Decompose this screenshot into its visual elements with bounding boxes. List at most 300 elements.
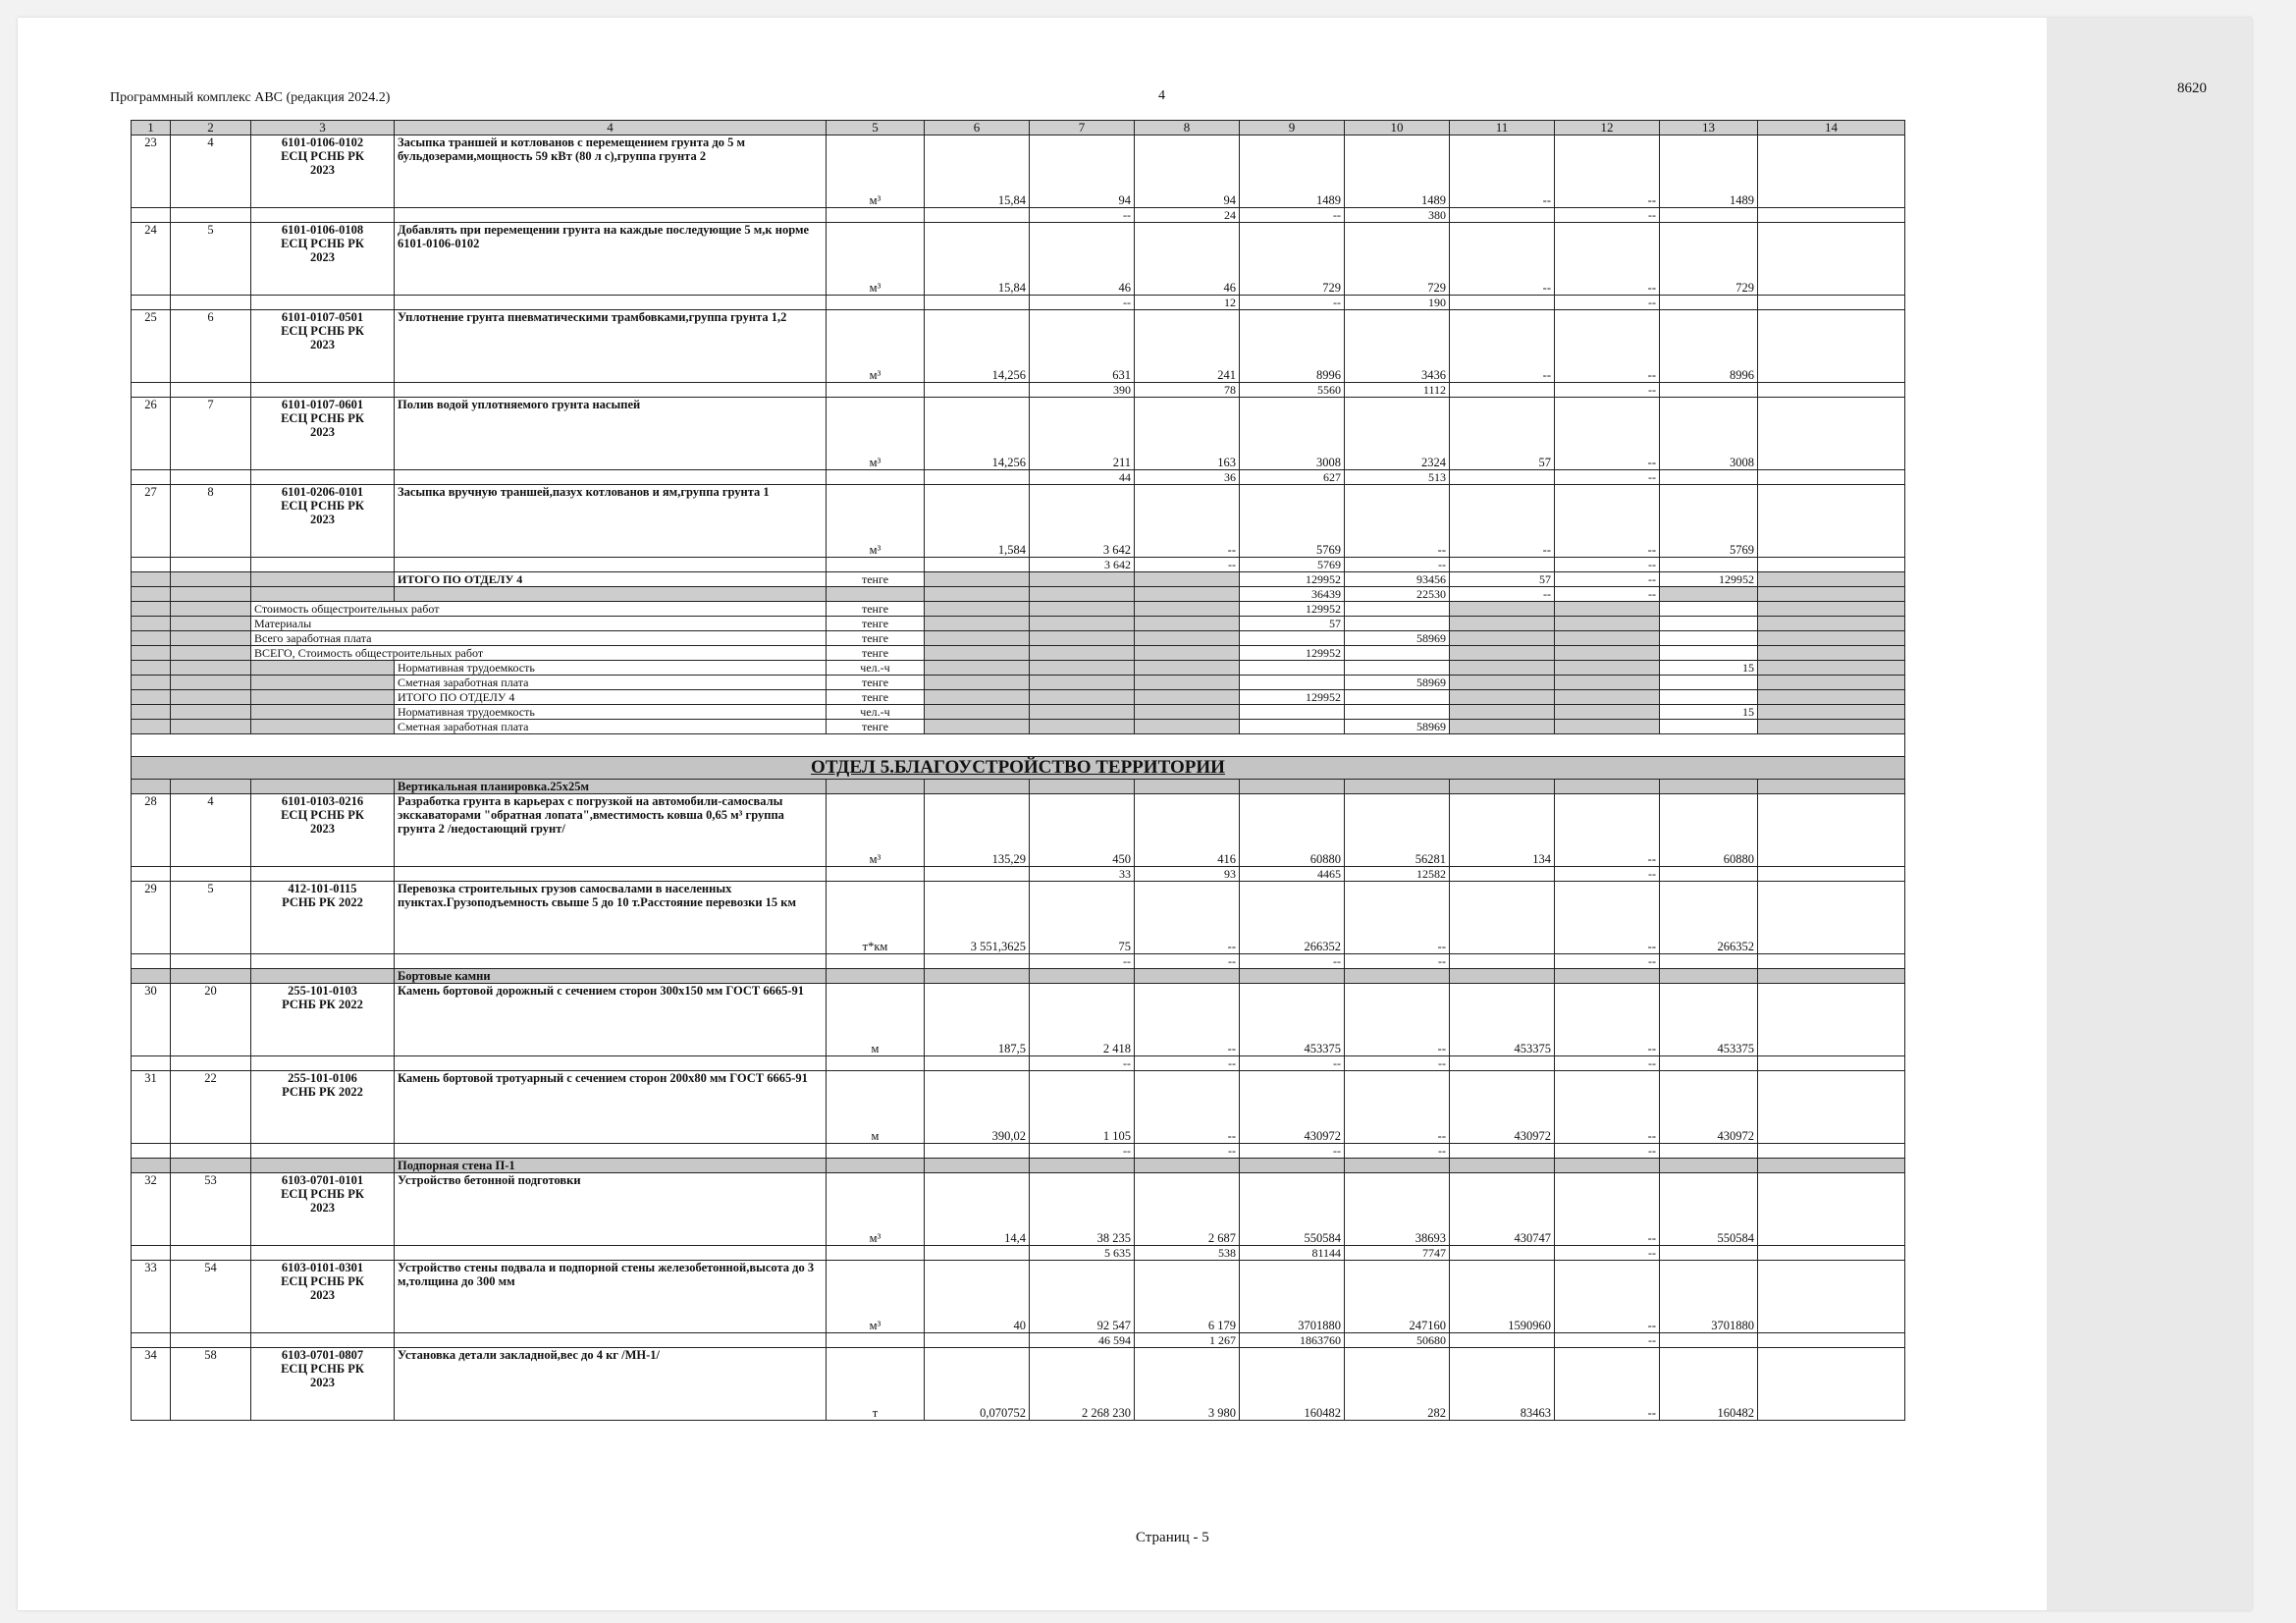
empty-cell [1030,720,1135,734]
row-number: 23 [132,135,171,208]
group-title: Бортовые камни [395,969,827,984]
work-name: Засыпка вручную траншей,пазух котлованов и ям,группа грунта 1 [395,485,827,558]
group-header-row [132,969,1905,984]
summary-value [1345,661,1450,676]
empty-cell [925,602,1030,617]
empty-cell [251,383,395,398]
value-cell [1660,558,1758,572]
rate-code: 6101-0103-0216 ЕСЦ РСНБ РК 2023 [251,794,395,867]
empty-cell [251,1333,395,1348]
value-cell: -- [1030,954,1135,969]
value-cell: -- [1555,954,1660,969]
table-row [132,1348,1905,1421]
empty-cell [827,1056,925,1071]
row-number: 30 [132,984,171,1056]
value-cell: 1590960 [1450,1261,1555,1333]
empty-cell [1135,587,1240,602]
empty-cell [132,661,171,676]
total-value: 93456 [1345,572,1450,587]
table-row-secondary [132,954,1905,969]
summary-unit: тенге [827,631,925,646]
work-name: Уплотнение грунта пневматическими трамбовками,группа грунта 1,2 [395,310,827,383]
unit: м [827,1071,925,1144]
spacer-row [132,734,1905,757]
summary-value [1660,631,1758,646]
summary-row [132,690,1905,705]
value-cell [1660,867,1758,882]
value-cell [1758,882,1905,954]
table-row [132,223,1905,296]
position-number: 5 [171,223,251,296]
unit: т [827,1348,925,1421]
value-cell [1450,1056,1555,1071]
value-cell: 1112 [1345,383,1450,398]
empty-cell [1450,602,1555,617]
work-name: Камень бортовой дорожный с сечением сторон 300х150 мм ГОСТ 6665-91 [395,984,827,1056]
value-cell: -- [1345,1056,1450,1071]
empty-cell [171,208,251,223]
value-cell: 24 [1135,208,1240,223]
work-name: Полив водой уплотняемого грунта насыпей [395,398,827,470]
empty-cell [1030,780,1135,794]
unit: м³ [827,794,925,867]
value-cell: 450 [1030,794,1135,867]
summary-unit: тенге [827,690,925,705]
empty-cell [827,558,925,572]
value-cell [1660,1333,1758,1348]
value-cell: 38 235 [1030,1173,1135,1246]
value-cell: 2 687 [1135,1173,1240,1246]
empty-cell [1450,690,1555,705]
value-cell: 211 [1030,398,1135,470]
total-value: -- [1555,587,1660,602]
empty-cell [171,661,251,676]
work-name: Добавлять при перемещении грунта на каждые последующие 5 м,к норме 6101-0106-0102 [395,223,827,296]
unit: м [827,984,925,1056]
empty-cell [827,1333,925,1348]
value-cell: 57 [1450,398,1555,470]
empty-cell [1555,780,1660,794]
value-cell: -- [1555,296,1660,310]
empty-cell [827,587,925,602]
value-cell: 266352 [1240,882,1345,954]
empty-cell [395,1246,827,1261]
empty-cell [925,867,1030,882]
empty-cell [1030,661,1135,676]
empty-cell [1758,969,1905,984]
value-cell: -- [1345,1071,1450,1144]
empty-cell [171,690,251,705]
empty-cell [171,602,251,617]
value-cell [1758,1071,1905,1144]
summary-row [132,646,1905,661]
empty-cell [827,296,925,310]
summary-unit: тенге [827,720,925,734]
column-number-row [132,121,1905,135]
value-cell: 631 [1030,310,1135,383]
unit: м³ [827,485,925,558]
value-cell: -- [1135,984,1240,1056]
empty-cell [1555,1159,1660,1173]
empty-cell [132,470,171,485]
empty-cell [132,954,171,969]
table-row [132,310,1905,383]
empty-cell [925,954,1030,969]
position-number: 54 [171,1261,251,1333]
empty-cell [1135,969,1240,984]
empty-cell [925,646,1030,661]
value-cell: 1 105 [1030,1071,1135,1144]
position-number: 58 [171,1348,251,1421]
column-number: 11 [1450,121,1555,135]
position-number: 4 [171,794,251,867]
value-cell [1660,296,1758,310]
value-cell: -- [1555,208,1660,223]
value-cell: -- [1030,1144,1135,1159]
summary-value [1660,646,1758,661]
empty-cell [132,780,171,794]
value-cell: -- [1345,485,1450,558]
empty-cell [1030,705,1135,720]
value-cell [1660,954,1758,969]
value-cell: 266352 [1660,882,1758,954]
empty-cell [1030,1159,1135,1173]
empty-cell [171,705,251,720]
empty-cell [1555,631,1660,646]
empty-cell [1555,690,1660,705]
empty-cell [251,1159,395,1173]
value-cell: 8996 [1660,310,1758,383]
empty-cell [132,631,171,646]
empty-cell [925,572,1030,587]
empty-cell [132,587,171,602]
empty-cell [925,780,1030,794]
empty-cell [1758,690,1905,705]
empty-cell [1030,587,1135,602]
empty-cell [171,617,251,631]
empty-cell [132,296,171,310]
value-cell: -- [1555,1144,1660,1159]
summary-value: 57 [1240,617,1345,631]
empty-cell [827,470,925,485]
empty-cell [1135,661,1240,676]
empty-cell [171,1056,251,1071]
empty-cell [251,558,395,572]
rate-code: 6103-0101-0301 ЕСЦ РСНБ РК 2023 [251,1261,395,1333]
empty-cell [251,676,395,690]
unit: м³ [827,223,925,296]
value-cell: 430972 [1450,1071,1555,1144]
empty-cell [1240,780,1345,794]
table-row-secondary [132,383,1905,398]
column-number: 13 [1660,121,1758,135]
summary-label: ВСЕГО, Стоимость общестроительных работ [251,646,827,661]
position-number: 4 [171,135,251,208]
work-name: Устройство бетонной подготовки [395,1173,827,1246]
empty-cell [1450,631,1555,646]
total-value: 129952 [1660,572,1758,587]
empty-cell [251,208,395,223]
table-row [132,135,1905,208]
empty-cell [925,690,1030,705]
summary-value [1345,617,1450,631]
value-cell: 2 268 230 [1030,1348,1135,1421]
value-cell: -- [1555,882,1660,954]
value-cell [1758,1144,1905,1159]
value-cell [1758,383,1905,398]
group-title: Вертикальная планировка.25х25м [395,780,827,794]
value-cell: -- [1135,1056,1240,1071]
value-cell: 453375 [1660,984,1758,1056]
value-cell: 92 547 [1030,1261,1135,1333]
value-cell [1660,383,1758,398]
summary-value: 58969 [1345,631,1450,646]
empty-cell [395,867,827,882]
value-cell [1758,398,1905,470]
empty-cell [1135,572,1240,587]
summary-value [1240,720,1345,734]
summary-label: Сметная заработная плата [395,676,827,690]
column-number: 3 [251,121,395,135]
value-cell: -- [1240,1056,1345,1071]
summary-row [132,617,1905,631]
value-cell: 380 [1345,208,1450,223]
value-cell [1758,1056,1905,1071]
value-cell: -- [1555,1056,1660,1071]
summary-value: 129952 [1240,646,1345,661]
value-cell: -- [1030,296,1135,310]
column-number: 7 [1030,121,1135,135]
value-cell: -- [1555,558,1660,572]
empty-cell [251,867,395,882]
column-number: 12 [1555,121,1660,135]
value-cell: 46 [1135,223,1240,296]
value-cell: -- [1450,485,1555,558]
value-cell [1758,310,1905,383]
empty-cell [827,383,925,398]
value-cell: 1489 [1240,135,1345,208]
empty-cell [171,1144,251,1159]
value-cell: 453375 [1450,984,1555,1056]
empty-cell [925,676,1030,690]
summary-unit: тенге [827,602,925,617]
empty-cell [395,1056,827,1071]
empty-cell [1450,646,1555,661]
value-cell [1758,485,1905,558]
value-cell: -- [1135,882,1240,954]
table-row [132,882,1905,954]
empty-cell [925,1246,1030,1261]
quantity: 40 [925,1261,1030,1333]
empty-cell [827,1246,925,1261]
value-cell: 513 [1345,470,1450,485]
empty-cell [251,661,395,676]
value-cell: 282 [1345,1348,1450,1421]
empty-cell [827,780,925,794]
empty-cell [1030,602,1135,617]
empty-cell [251,705,395,720]
empty-cell [1240,969,1345,984]
value-cell [1660,208,1758,223]
quantity: 15,84 [925,135,1030,208]
value-cell: 550584 [1240,1173,1345,1246]
value-cell: 1 267 [1135,1333,1240,1348]
value-cell: 3701880 [1660,1261,1758,1333]
value-cell: 60880 [1240,794,1345,867]
total-value: 129952 [1240,572,1345,587]
empty-cell [132,690,171,705]
row-number: 34 [132,1348,171,1421]
empty-cell [395,1144,827,1159]
empty-cell [827,1159,925,1173]
empty-cell [132,1246,171,1261]
row-number: 31 [132,1071,171,1144]
value-cell [1758,223,1905,296]
value-cell: 430972 [1240,1071,1345,1144]
value-cell: -- [1555,867,1660,882]
empty-cell [251,587,395,602]
value-cell [1450,1144,1555,1159]
total-value: 22530 [1345,587,1450,602]
empty-cell [1660,780,1758,794]
empty-cell [1555,969,1660,984]
value-cell [1758,794,1905,867]
value-cell [1758,470,1905,485]
empty-cell [171,631,251,646]
empty-cell [1450,661,1555,676]
value-cell: 247160 [1345,1261,1450,1333]
summary-value [1660,617,1758,631]
empty-cell [1345,969,1450,984]
empty-cell [1030,617,1135,631]
rate-code: 6101-0107-0601 ЕСЦ РСНБ РК 2023 [251,398,395,470]
table-row [132,794,1905,867]
summary-row [132,602,1905,617]
value-cell: 75 [1030,882,1135,954]
empty-cell [132,969,171,984]
value-cell: 3 980 [1135,1348,1240,1421]
quantity: 0,070752 [925,1348,1030,1421]
summary-row [132,705,1905,720]
empty-cell [1135,617,1240,631]
row-number: 29 [132,882,171,954]
group-header-row [132,1159,1905,1173]
empty-cell [132,1333,171,1348]
value-cell: -- [1135,485,1240,558]
empty-cell [1135,1159,1240,1173]
quantity: 14,256 [925,398,1030,470]
quantity: 187,5 [925,984,1030,1056]
empty-cell [1758,587,1905,602]
empty-cell [925,1056,1030,1071]
empty-cell [1450,780,1555,794]
rate-code: 6103-0701-0807 ЕСЦ РСНБ РК 2023 [251,1348,395,1421]
value-cell [1758,208,1905,223]
empty-cell [1135,631,1240,646]
empty-cell [925,1159,1030,1173]
row-number: 32 [132,1173,171,1246]
value-cell: 12582 [1345,867,1450,882]
position-number: 8 [171,485,251,558]
rate-code: 6101-0107-0501 ЕСЦ РСНБ РК 2023 [251,310,395,383]
value-cell [1758,1261,1905,1333]
empty-cell [395,208,827,223]
total-value: -- [1555,572,1660,587]
quantity: 390,02 [925,1071,1030,1144]
row-number: 27 [132,485,171,558]
value-cell: 416 [1135,794,1240,867]
rate-code: 6101-0106-0102 ЕСЦ РСНБ РК 2023 [251,135,395,208]
quantity: 135,29 [925,794,1030,867]
summary-row [132,720,1905,734]
empty-cell [395,558,827,572]
rate-code: 6101-0106-0108 ЕСЦ РСНБ РК 2023 [251,223,395,296]
empty-cell [171,296,251,310]
value-cell: 627 [1240,470,1345,485]
empty-cell [827,867,925,882]
table-row [132,1261,1905,1333]
value-cell: 3008 [1660,398,1758,470]
empty-cell [1758,705,1905,720]
empty-cell [251,954,395,969]
value-cell: -- [1240,296,1345,310]
empty-cell [395,383,827,398]
summary-value [1345,602,1450,617]
value-cell: 38693 [1345,1173,1450,1246]
total-unit: тенге [827,572,925,587]
value-cell: 7747 [1345,1246,1450,1261]
summary-value: 58969 [1345,676,1450,690]
column-number: 10 [1345,121,1450,135]
unit: м³ [827,1173,925,1246]
section-title: ОТДЕЛ 5.БЛАГОУСТРОЙСТВО ТЕРРИТОРИИ [132,757,1905,780]
row-number: 24 [132,223,171,296]
summary-value: 15 [1660,661,1758,676]
empty-cell [251,1144,395,1159]
page-footer: Страниц - 5 [1136,1530,1209,1545]
table-row-secondary [132,867,1905,882]
position-number: 5 [171,882,251,954]
summary-unit: тенге [827,646,925,661]
quantity: 1,584 [925,485,1030,558]
value-cell: 3436 [1345,310,1450,383]
empty-cell [925,705,1030,720]
value-cell: -- [1345,1144,1450,1159]
value-cell: 46 [1030,223,1135,296]
value-cell: 83463 [1450,1348,1555,1421]
empty-cell [251,780,395,794]
value-cell: 12 [1135,296,1240,310]
value-cell [1758,1173,1905,1246]
section-total-row [132,587,1905,602]
empty-cell [925,631,1030,646]
empty-cell [925,661,1030,676]
empty-cell [827,969,925,984]
rate-code: 6101-0206-0101 ЕСЦ РСНБ РК 2023 [251,485,395,558]
row-number: 26 [132,398,171,470]
work-name: Разработка грунта в карьерах с погрузкой на автомобили-самосвалы экскаваторами "обратная лопата",вместимость ковша 0,65 м³ группа грунта 2 /недостающий грунт/ [395,794,827,867]
table-row [132,398,1905,470]
value-cell: -- [1450,310,1555,383]
value-cell [1450,208,1555,223]
empty-cell [1030,676,1135,690]
value-cell [1758,1333,1905,1348]
summary-value [1240,661,1345,676]
value-cell: -- [1555,398,1660,470]
value-cell: -- [1555,1333,1660,1348]
summary-value: 15 [1660,705,1758,720]
work-name: Установка детали закладной,вес до 4 кг /МН-1/ [395,1348,827,1421]
